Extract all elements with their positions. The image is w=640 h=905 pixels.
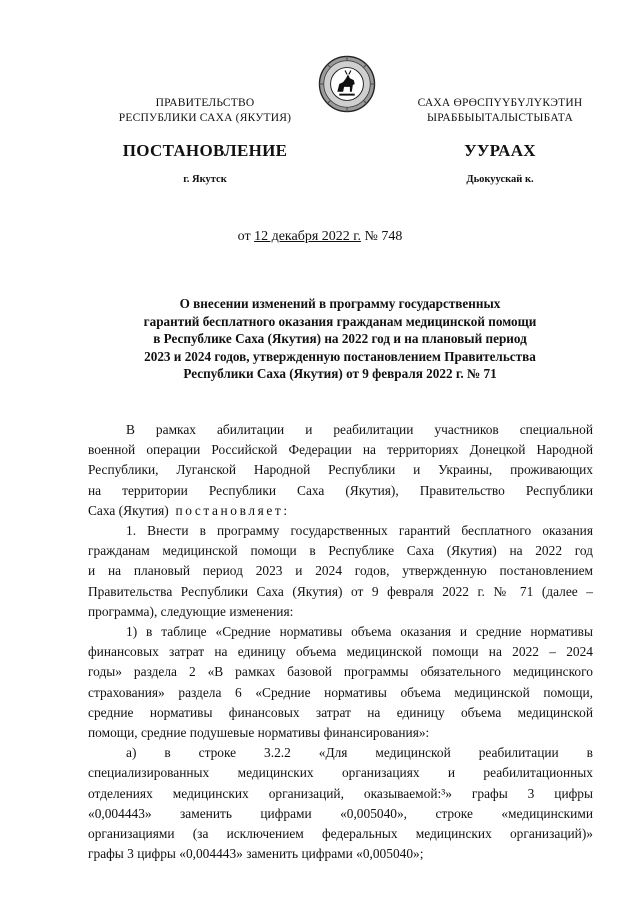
body-line: гражданам медицинской помощи в Республике Саха (Якутия) на 2022 год <box>88 543 593 559</box>
header-right-line-1: САХА ӨРӨСПҮҮБҮЛҮКЭТИН <box>417 97 583 109</box>
header-left-authority <box>95 96 315 126</box>
body-line: а) в строке 3.2.2 «Для медицинской реабилитации в <box>126 745 593 761</box>
document-title-line: гарантий бесплатного оказания гражданам медицинской помощи <box>143 313 537 329</box>
body-line-resolves <box>88 501 593 521</box>
header-left-line-1: ПРАВИТЕЛЬСТВО <box>155 97 255 109</box>
body-line: «0,004443» заменить цифрами «0,005040», строке «медицинскими <box>88 805 593 821</box>
body-line: Республики, Луганской Народной Республики и Украины, проживающих <box>88 462 593 478</box>
body-line: военной операции Российской Федерации на территориях Донецкой Народной <box>88 442 593 458</box>
body-line: годы» раздела 2 «В рамках базовой программы обязательного медицинского <box>88 664 593 680</box>
date-and-number-line <box>0 229 640 245</box>
document-title-line: в Республике Саха (Якутия) на 2022 год и на плановый период <box>153 331 527 347</box>
body-line: и на плановый период 2023 и 2024 годов, утвержденную постановлением <box>88 563 593 579</box>
body-line: специализированных медицинских организациях и реабилитационных <box>88 765 593 781</box>
body-line: финансовых затрат на единицу объема медицинской помощи на 2022 – 2024 <box>88 644 593 660</box>
body-line: 1) в таблице «Средние нормативы объема оказания и средние нормативы <box>126 624 593 640</box>
city-sah: Дьокуускай к. <box>466 174 534 185</box>
body-line: организациями (за исключением федеральных медицинских организаций)» <box>88 826 593 842</box>
document-title-line: Республики Саха (Якутия) от 9 февраля 2022 г. № 71 <box>183 366 497 382</box>
coat-of-arms-emblem <box>318 55 376 113</box>
body-line: помощи, средние подушевые нормативы финансирования»: <box>88 725 430 741</box>
resolves-word: постановляет: <box>175 502 290 518</box>
body-line: страхования» раздела 6 «Средние нормативы объема медицинской помощи, <box>88 684 593 700</box>
body-line: программа), следующие изменения: <box>88 603 294 619</box>
body-line: 1. Внести в программу государственных гарантий бесплатного оказания <box>126 523 593 539</box>
document-body <box>88 420 593 864</box>
document-title-line: О внесении изменений в программу государственных <box>179 296 501 311</box>
body-line: на территории Республики Саха (Якутия), Правительство Республики <box>88 482 593 498</box>
body-line: В рамках абилитации и реабилитации участников специальной <box>126 422 593 437</box>
city-ru: г. Якутск <box>183 174 227 185</box>
body-line: графы 3 цифры «0,004443» заменить цифрами «0,005040»; <box>88 846 424 862</box>
document-title <box>105 295 575 383</box>
header-right-authority <box>385 96 615 126</box>
document-date: 12 декабря 2022 г. <box>254 229 361 244</box>
document-type-sah: УУРААХ <box>464 141 536 160</box>
body-line: средние нормативы финансовых затрат на единицу объема медицинской <box>88 704 593 720</box>
body-line: отделениях медицинских организаций, оказываемой:³» графы 3 цифры <box>88 785 593 801</box>
body-line-text: Саха (Якутия) <box>88 502 169 518</box>
body-line: Правительства Республики Саха (Якутия) от 9 февраля 2022 г. № 71 (далее – <box>88 583 593 599</box>
header-right-line-2: ЫРАББЫЫТАЛЫСТЫБАТА <box>427 112 573 124</box>
header-left-line-2: РЕСПУБЛИКИ САХА (ЯКУТИЯ) <box>118 112 292 124</box>
document-number: № 748 <box>364 229 403 244</box>
document-title-line: 2023 и 2024 годов, утвержденную постановлением Правительства <box>144 348 536 364</box>
document-type-ru: ПОСТАНОВЛЕНИЕ <box>122 141 288 160</box>
date-prefix: от <box>237 229 251 244</box>
